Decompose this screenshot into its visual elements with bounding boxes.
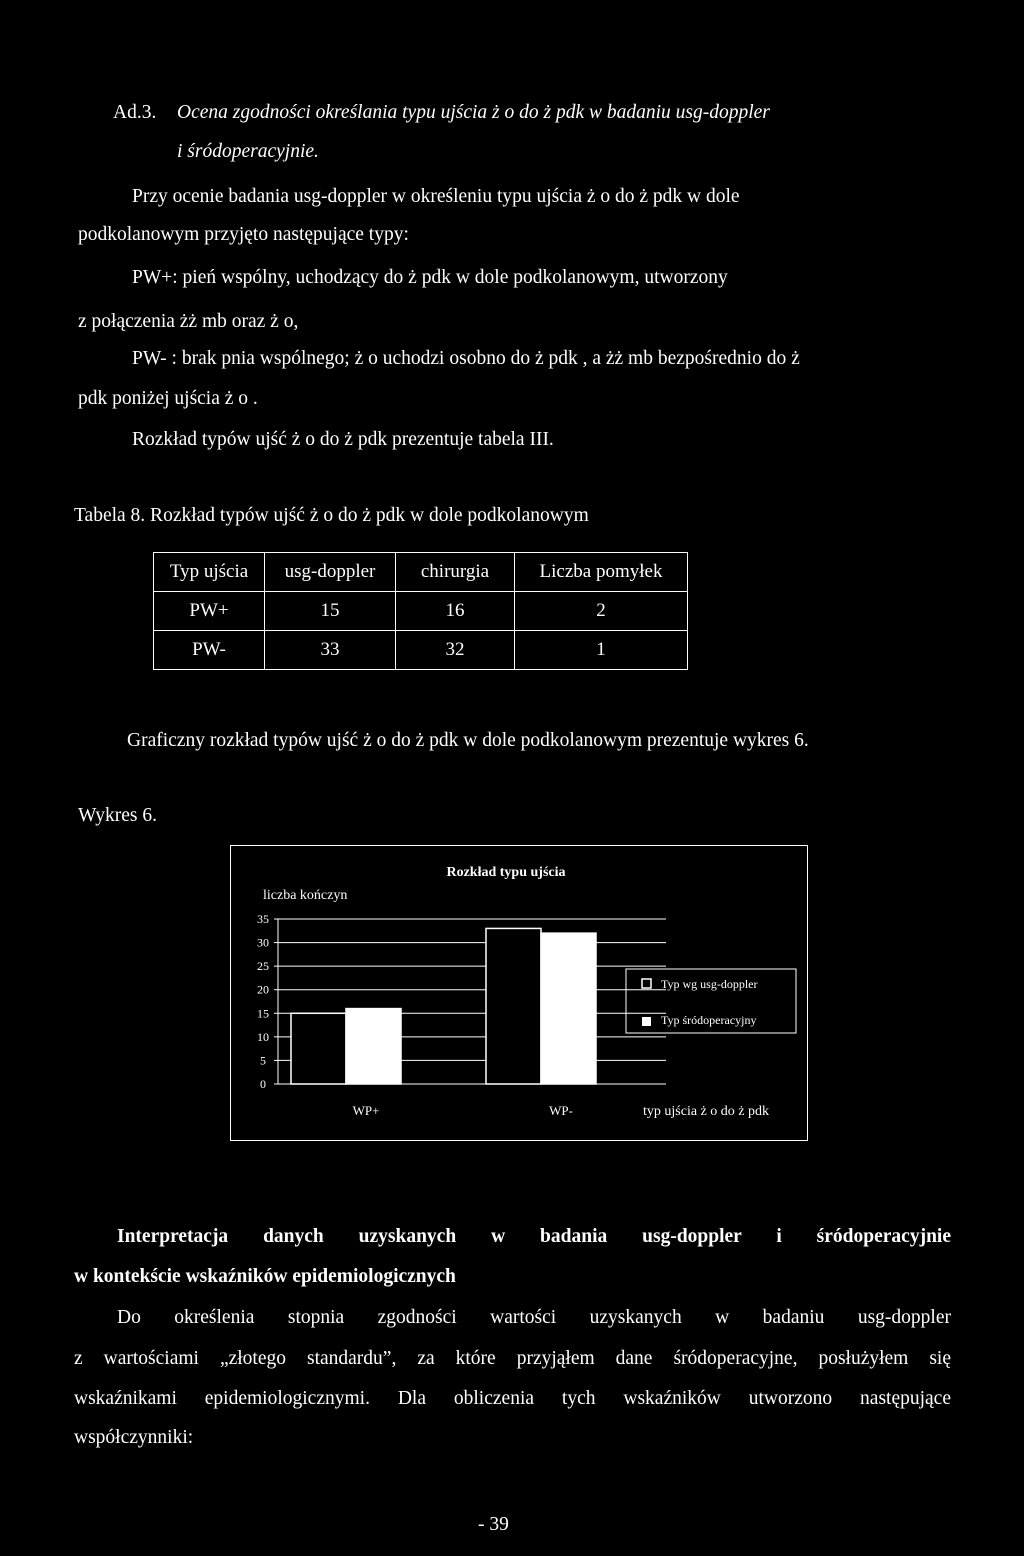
- table-cell: 1: [515, 631, 688, 670]
- pw-minus-definition-line-2: pdk poniżej ujścia ż o .: [78, 388, 258, 409]
- y-tick-label: 30: [257, 935, 269, 950]
- interpretation-p-text-2: z wartościami „złotego standardu”, za które przyjąłem dane śródoperacyjne, posłużyłem się: [74, 1348, 951, 1369]
- pw-plus-definition-line-2: z połączenia żż mb oraz ż o,: [78, 311, 299, 332]
- table-cell: 32: [396, 631, 515, 670]
- bar-usg-doppler: [291, 1013, 346, 1084]
- interpretation-title-line-1: [117, 1225, 951, 1249]
- chart-frame: [230, 845, 808, 1141]
- results-table: [153, 552, 688, 670]
- y-tick-label: 15: [257, 1006, 269, 1021]
- table-cell: 16: [396, 592, 515, 631]
- legend-swatch-usg: [642, 979, 651, 988]
- chart-title: Rozkład typu ujścia: [446, 865, 566, 880]
- y-tick-label: 10: [257, 1029, 269, 1044]
- table-header-cell: usg-doppler: [265, 553, 396, 592]
- para1-line-2: podkolanowym przyjęto następujące typy:: [78, 224, 409, 245]
- pw-plus-definition-line-1: PW+: pień wspólny, uchodzący do ż pdk w dole podkolanowym, utworzony: [132, 267, 728, 288]
- para1-line-1: Przy ocenie badania usg-doppler w określeniu typu ujścia ż o do ż pdk w dole: [132, 186, 740, 207]
- legend-label-srod: Typ śródoperacyjny: [661, 1013, 757, 1027]
- y-tick-label: 5: [260, 1053, 266, 1068]
- interpretation-p-line-3: [74, 1387, 951, 1411]
- x-axis-label: typ ujścia ż o do ż pdk: [643, 1104, 769, 1119]
- interpretation-p-line-4: współczynniki:: [74, 1427, 194, 1448]
- table-row: [154, 631, 688, 670]
- interpretation-p-line-2: [74, 1347, 951, 1371]
- table-cell: 15: [265, 592, 396, 631]
- page-number: - 39: [478, 1514, 509, 1535]
- table-cell: 33: [265, 631, 396, 670]
- chart-label: Wykres 6.: [78, 805, 157, 826]
- table-header-cell: Typ ujścia: [154, 553, 265, 592]
- x-category-label: WP-: [549, 1103, 573, 1118]
- section-number: Ad.3.: [113, 102, 157, 123]
- legend-swatch-srod: [642, 1017, 651, 1026]
- interpretation-p-text-3: wskaźnikami epidemiologicznymi. Dla obliczenia tych wskaźników utworzono następujące: [74, 1388, 951, 1409]
- table-header-cell: Liczba pomyłek: [515, 553, 688, 592]
- pw-minus-definition-line-1: PW- : brak pnia wspólnego; ż o uchodzi osobno do ż pdk , a żż mb bezpośrednio do ż: [132, 348, 800, 369]
- interpretation-title-line-2: w kontekście wskaźników epidemiologicznych: [74, 1266, 456, 1287]
- table-cell: 2: [515, 592, 688, 631]
- table-cell: PW-: [154, 631, 265, 670]
- table-cell: PW+: [154, 592, 265, 631]
- table-row: [154, 592, 688, 631]
- legend-label-usg: Typ wg usg-doppler: [661, 977, 758, 991]
- bar-usg-doppler: [486, 928, 541, 1084]
- y-tick-label: 35: [257, 912, 269, 926]
- section-title-line-2: i śródoperacyjnie.: [177, 141, 319, 162]
- table-header-cell: chirurgia: [396, 553, 515, 592]
- bar-chart: [231, 846, 806, 1139]
- interpretation-p-text-1: Do określenia stopnia zgodności wartości uzyskanych w badaniu usg-doppler: [117, 1307, 951, 1328]
- y-tick-label: 0: [260, 1077, 266, 1091]
- x-category-label: WP+: [352, 1103, 380, 1118]
- bar-srodoperacyjny: [346, 1009, 401, 1084]
- y-tick-label: 20: [257, 982, 269, 997]
- bar-srodoperacyjny: [541, 933, 596, 1084]
- y-tick-label: 25: [257, 959, 269, 974]
- distribution-sentence: Rozkład typów ujść ż o do ż pdk prezentuje tabela III.: [132, 429, 554, 450]
- y-axis-label: liczba kończyn: [263, 888, 348, 903]
- table-caption: Tabela 8. Rozkład typów ujść ż o do ż pdk w dole podkolanowym: [74, 505, 589, 526]
- table-header-row: [154, 553, 688, 592]
- graph-intro: Graficzny rozkład typów ujść ż o do ż pdk w dole podkolanowym prezentuje wykres 6.: [127, 730, 809, 751]
- section-title-line-1: Ocena zgodności określania typu ujścia ż o do ż pdk w badaniu usg-doppler: [177, 102, 770, 123]
- interpretation-title-text: Interpretacja danych uzyskanych w badania usg-doppler i śródoperacyjnie: [117, 1226, 951, 1247]
- interpretation-p-line-1: [117, 1306, 951, 1330]
